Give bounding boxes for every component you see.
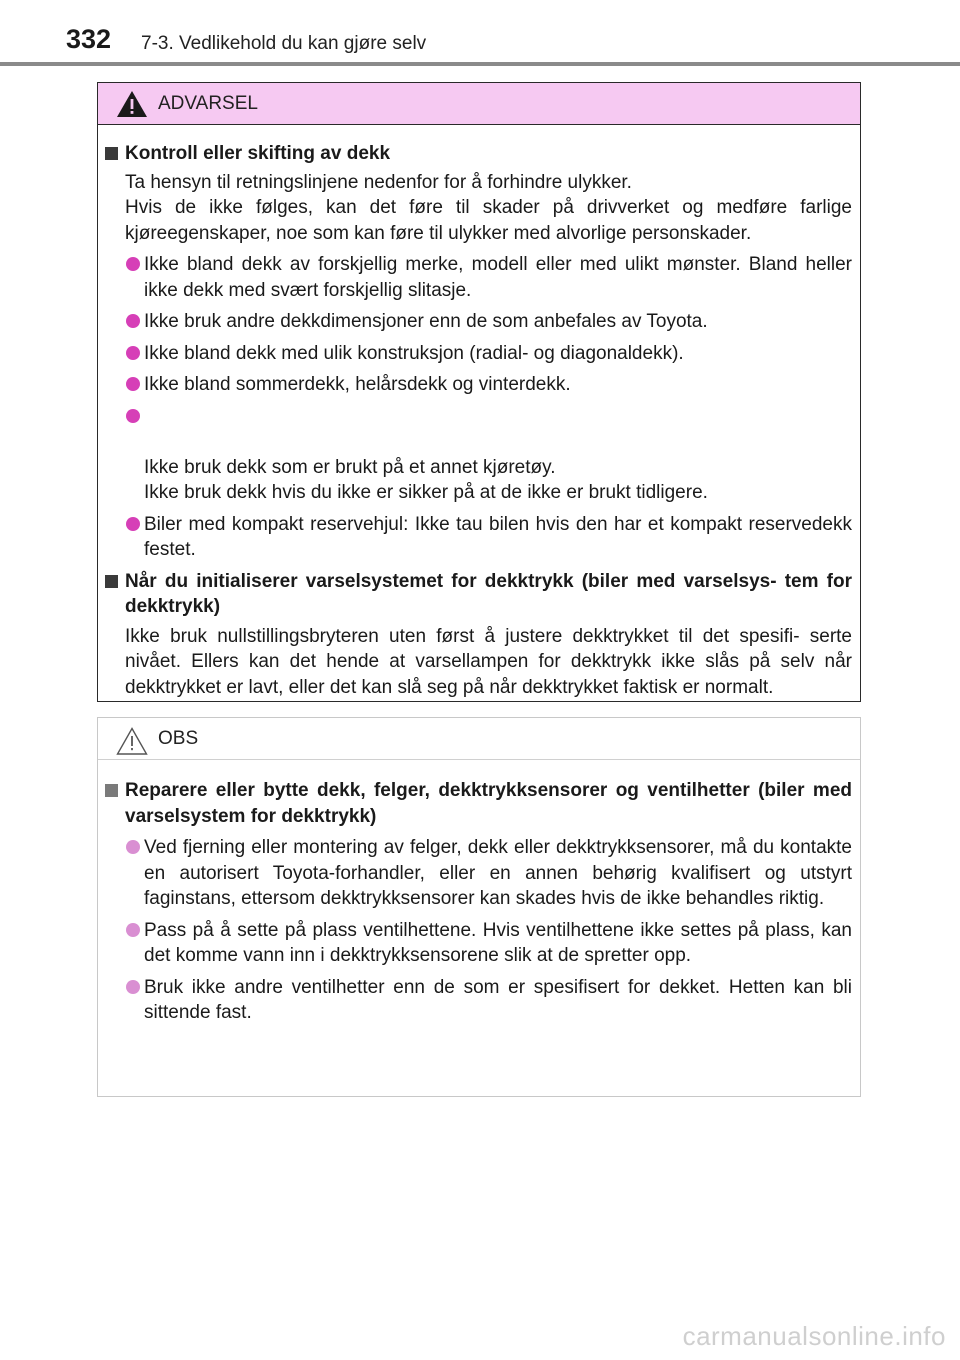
list-item-text: Ikke bland dekk med ulik konstruksjon (radial- og diagonaldekk).: [144, 342, 684, 364]
bullet-dot-icon: [126, 923, 140, 937]
section-heading-text: Når du initialiserer varselsystemet for dekktrykk (biler med varselsys- tem for dekktrykk): [125, 570, 852, 617]
bullet-dot-icon: [126, 257, 140, 271]
notice-box: [97, 717, 861, 1097]
list-item-text: Ikke bruk andre dekkdimensjoner enn de som anbefales av Toyota.: [144, 311, 708, 332]
bullet-dot-icon: [126, 409, 140, 423]
page-number: 332: [66, 24, 112, 54]
list-item-text: Ikke bruk dekk som er brukt på et annet kjøretøy. Ikke bruk dekk hvis du ikke er sikker på at de ikke er brukt tidligere.: [144, 456, 708, 503]
page-header: [0, 0, 960, 68]
list-item: [104, 372, 852, 398]
bullet-dot-icon: [126, 980, 140, 994]
bullet-dot-icon: [126, 314, 140, 328]
warning-label: ADVARSEL: [158, 93, 258, 114]
section-paragraph: Ikke bruk nullstillingsbryteren uten først å justere dekktrykket til det spesifi- serte nivået. Ellers kan det hende at varsellampen for dekktrykk ikke slås på selv når dekktrykket er lavt, eller det kan slå seg på når dekktrykket faktisk er normalt.: [125, 625, 852, 698]
list-item-text: Ved fjerning eller montering av felger, dekk eller dekktrykksensorer, må du kontakte en autorisert Toyota-forhandler, eller en annen behørig kvalifisert og utstyrt faginstans, ettersom dekktrykksensorer kan skades hvis de ikke behandles riktig.: [144, 837, 852, 909]
square-bullet-icon: [105, 575, 118, 588]
section-title: 7-3. Vedlikehold du kan gjøre selv: [141, 33, 427, 54]
warning-box-body: [98, 125, 860, 700]
list-item: [104, 404, 852, 506]
warning-triangle-icon: [116, 90, 148, 118]
list-item: [104, 252, 852, 303]
section-heading-text: Reparere eller bytte dekk, felger, dekktrykksensorer og ventilhetter (biler med varselsystem for dekktrykk): [125, 780, 852, 827]
list-item: [104, 309, 852, 335]
bullet-dot-icon: [126, 346, 140, 360]
notice-box-header: [98, 718, 860, 760]
warning-box-header: [98, 83, 860, 125]
section-heading: [104, 778, 852, 829]
caution-triangle-icon: [116, 727, 148, 755]
list-item: [104, 341, 852, 367]
bullet-dot-icon: [126, 377, 140, 391]
square-bullet-icon: [105, 147, 118, 160]
bullet-dot-icon: [126, 840, 140, 854]
list-item: [104, 512, 852, 563]
warning-box: [97, 82, 861, 702]
section-paragraph: Ta hensyn til retningslinjene nedenfor for å forhindre ulykker.: [125, 171, 632, 193]
list-item-text: Pass på å sette på plass ventilhettene. Hvis ventilhettene ikke settes på plass, kan det komme vann inn i dekktrykksensorene slik at de spretter opp.: [144, 919, 852, 966]
list-item: [104, 835, 852, 912]
square-bullet-icon: [105, 784, 118, 797]
watermark: carmanualsonline.info: [682, 1321, 946, 1351]
list-item-text: Biler med kompakt reservehjul: Ikke tau bilen hvis den har et kompakt reservedekk festet.: [144, 513, 852, 560]
section-heading-text: Kontroll eller skifting av dekk: [125, 143, 391, 164]
notice-box-body: [98, 760, 860, 1026]
list-item: [104, 918, 852, 969]
list-item-text: Ikke bland sommerdekk, helårsdekk og vinterdekk.: [144, 374, 571, 395]
notice-label: OBS: [158, 728, 199, 749]
list-item: [104, 975, 852, 1026]
bullet-dot-icon: [126, 517, 140, 531]
section-heading: [104, 141, 852, 167]
list-item-text: Bruk ikke andre ventilhetter enn de som er spesifisert for dekket. Hetten kan bli sittende fast.: [144, 976, 852, 1023]
list-item-text: Ikke bland dekk av forskjellig merke, modell eller med ulikt mønster. Bland heller ikke dekk med svært forskjellig slitasje.: [144, 254, 852, 301]
section-heading: [104, 569, 852, 620]
header-rule: [0, 62, 960, 66]
section-paragraph-continued: Hvis de ikke følges, kan det føre til skader på drivverket og medføre farlige kjøreegenskaper, noe som kan føre til ulykker med alvorlige personskader.: [125, 197, 852, 244]
